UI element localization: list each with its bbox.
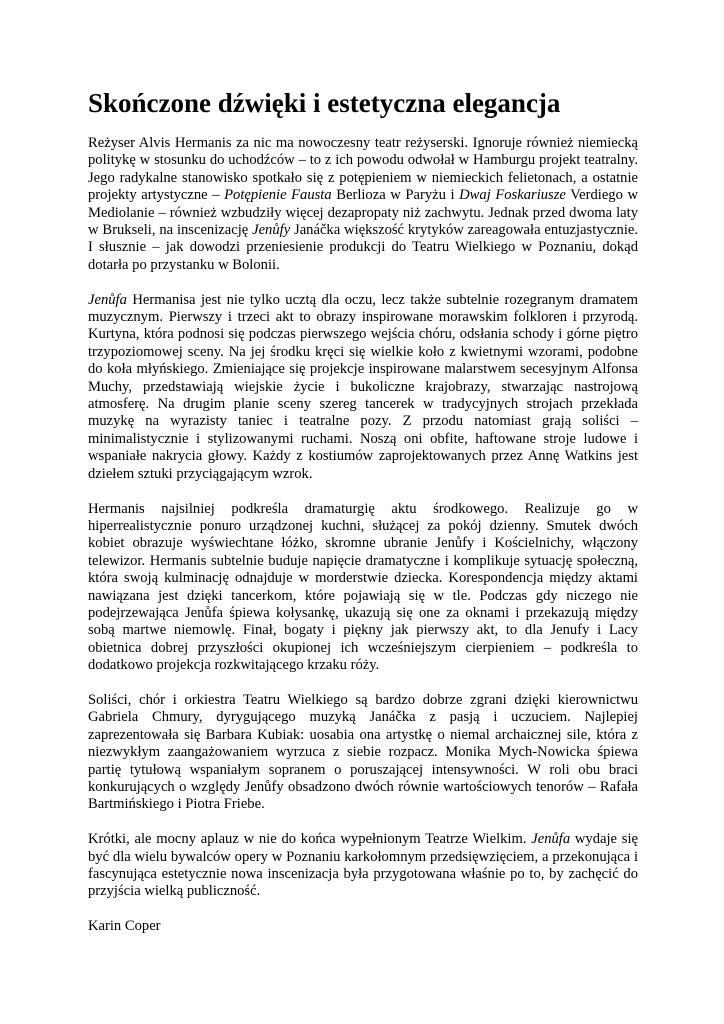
article-body — [88, 135, 638, 901]
text-run: Soliści, chór i orkiestra Teatru Wielkiego są bardzo dobrze zgrani dzięki kierownictwu Gabriela Chmury, dyrygującego muzyką Janáčka z pasją i uczuciem. Najlepiej zaprezentowała się Barbara Kubiak: uosabia ona artystkę o niemal archaicznej sile, która z niezwykłym zaangażowaniem wyrzuca z siebie rozpacz. Monika Mych-Nowicka śpiewa partię tytułową wspaniałym sopranem o poruszającej intensywności. W roli obu braci konkurujących o względy Jenůfy obsadzono dwóch równie wartościowych tenorów – Rafała Bartmińskiego i Piotra Friebe. — [88, 691, 638, 813]
text-run: Berlioza w Paryżu i — [331, 187, 460, 204]
text-run: Hermanisa jest nie tylko ucztą dla oczu, lecz także subtelnie rozegranym dramatem muzycznym. Pierwszy i trzeci akt to obrazy inspirowane morawskim folkloren i przyrodą. Kurtyna, która podnosi się podczas pierwszego wejścia chóru, odsłania schody i górne piętro trzypoziomowej sceny. Na jej środku kręci się wielkie koło z kwietnymi wzorami, podobne do koła młyńskiego. Zmieniające się projekcje inspirowane malarstwem secesyjnym Alfonsa Muchy, przedstawiają wiejskie życie i bukoliczne krajobrazy, stwarzając nastrojową atmosferę. Na drugim planie sceny szereg tancerek w tradycyjnych strojach przekłada muzykę na wyrazisty taniec i teatralne pozy. Z przodu natomiast grają soliści – minimalistycznie i stylizowanymi ruchami. Noszą oni obfite, haftowane stroje ludowe i wspaniałe nakrycia głowy. Każdy z kostiumów zaprojektowanych przez Annę Watkins jest dziełem sztuki przyciągającym wzrok. — [88, 291, 638, 482]
italic-title-run: Jenůfa — [88, 291, 127, 308]
italic-title-run: Potępienie Fausta — [224, 187, 332, 204]
text-run: Verdiego w Mediolanie – również wzbudziły więcej dezapropaty niż zachwytu. Jednak przed dwoma laty w Brukseli, na inscenizację — [88, 187, 639, 239]
author-signature: Karin Coper — [88, 918, 161, 935]
paragraph-5 — [88, 831, 638, 901]
italic-title-run: Jenůfa — [531, 831, 571, 848]
text-run: Krótki, ale mocny aplauz w nie do końca wypełnionym Teatrze Wielkim. — [88, 831, 532, 848]
text-run: wydaje się być dla wielu bywalców opery w Poznaniu karkołomnym przedsięwzięciem, a przekonująca i fascynująca estetycznie nowa inscenizacja była przygotowana właśnie po to, by zachęcić do przyjścia wielką publiczność. — [88, 831, 639, 900]
paragraph-2 — [88, 292, 638, 483]
italic-title-run: Jenůfy — [252, 222, 291, 239]
text-run: Janáčka większość krytyków zareagowała entuzjastycznie. I słusznie – jak dowodzi przeniesienie produkcji do Teatru Wielkiego w Poznaniu, dokąd dotarła po przystanku w Bolonii. — [88, 222, 639, 273]
text-run: Hermanis najsilniej podkreśla dramaturgię aktu środkowego. Realizuje go w hiperrealistycznie ponuro urządzonej kuchni, służącej za pokój dzienny. Smutek dwóch kobiet obrazuje wyświechtane łóżko, skromne ubranie Jenůfy i Kościelnichy, włączony telewizor. Hermanis subtelnie buduje napięcie dramatyczne i komplikuje sytuację społeczną, która swoją kulminację odnajduje w morderstwie dziecka. Korespondencja między aktami nawiązana jest dzięki tancerkom, które pojawiają się w tle. Podczas gdy niczego nie podejrzewająca Jenůfa śpiewa kołysankę, ukazują się one za oknami i przekazują między sobą martwe niemowlę. Finał, bogaty i piękny jak pierwszy akt, to dla Jenufy i Lacy obietnica dobrej przyszłości okupionej ich wcześniejszym cierpieniem – podkreśla to dodatkowo projekcja rozkwitającego krzaku róży. — [88, 500, 638, 674]
document-page — [88, 86, 638, 936]
text-run: Reżyser Alvis Hermanis za nic ma nowoczesny teatr reżyserski. Ignoruje również niemiecką politykę w stosunku do uchodźców – to z ich powodu odwołał w Hamburgu projekt teatralny. Jego radykalne stanowisko spotkało się z potępieniem w niemieckich felietonach, a ostatnie projekty artystyczne – — [88, 135, 638, 204]
paragraph-4 — [88, 692, 638, 814]
italic-title-run: Dwaj Foskariusze — [459, 187, 566, 204]
article-title: Skończone dźwięki i estetyczna elegancja — [88, 88, 561, 118]
paragraph-1 — [88, 135, 638, 274]
paragraph-3 — [88, 501, 638, 675]
